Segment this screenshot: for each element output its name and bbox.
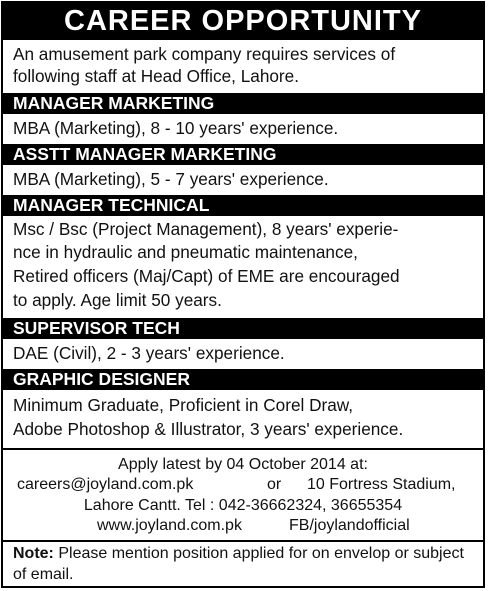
ad-title: CAREER OPPORTUNITY	[3, 3, 483, 40]
contact-or: or	[267, 476, 282, 493]
note-label: Note:	[13, 545, 54, 562]
note	[13, 544, 475, 585]
note-text: Please mention position applied for on envelop or subject of email.	[13, 545, 464, 583]
job-advertisement	[1, 1, 485, 588]
position-detail: Msc / Bsc (Project Management), 8 years' experie-	[13, 219, 399, 239]
position-detail: MBA (Marketing), 5 - 7 years' experience.	[13, 169, 329, 189]
contact-facebook[interactable]: FB/joylandofficial	[289, 517, 410, 534]
divider	[3, 540, 483, 542]
contact-website[interactable]: www.joyland.com.pk	[97, 517, 242, 534]
contact-email[interactable]: careers@joyland.com.pk	[17, 476, 194, 493]
position-detail: nce in hydraulic and pneumatic maintenance,	[13, 242, 358, 262]
position-detail: Minimum Graduate, Proficient in Corel Draw,	[13, 395, 354, 415]
position-heading-manager-technical: MANAGER TECHNICAL	[3, 195, 483, 216]
contact-address-phone: Lahore Cantt. Tel : 042-36662324, 36655354	[83, 497, 403, 514]
position-detail: MBA (Marketing), 8 - 10 years' experience.	[13, 118, 339, 138]
intro-line-1: An amusement park company requires services of	[13, 44, 396, 64]
position-detail: DAE (Civil), 2 - 3 years' experience.	[13, 343, 285, 363]
position-heading-asstt-manager-marketing: ASSTT MANAGER MARKETING	[3, 144, 483, 165]
divider	[3, 448, 483, 450]
position-heading-manager-marketing: MANAGER MARKETING	[3, 93, 483, 114]
position-detail: Retired officers (Maj/Capt) of EME are encouraged	[13, 266, 400, 286]
position-detail: Adobe Photoshop & Illustrator, 3 years' experience.	[13, 419, 404, 439]
position-heading-supervisor-tech: SUPERVISOR TECH	[3, 318, 483, 339]
position-detail: to apply. Age limit 50 years.	[13, 290, 222, 310]
intro-line-2: following staff at Head Office, Lahore.	[13, 66, 299, 86]
contact-address: 10 Fortress Stadium,	[307, 476, 456, 493]
apply-deadline: Apply latest by 04 October 2014 at:	[118, 456, 368, 473]
position-heading-graphic-designer: GRAPHIC DESIGNER	[3, 369, 483, 390]
